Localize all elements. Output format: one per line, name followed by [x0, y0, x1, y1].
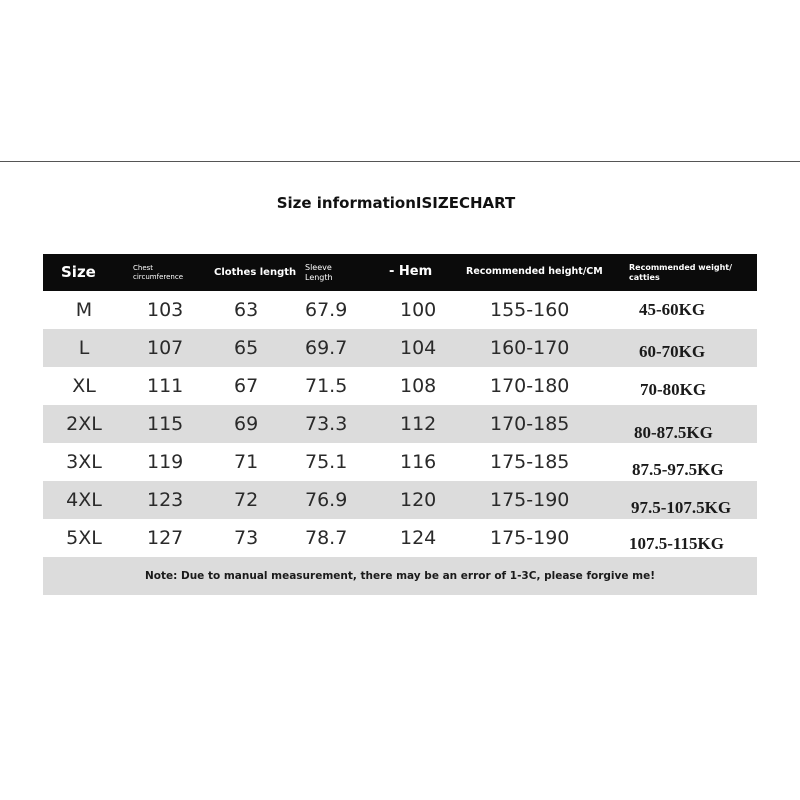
header-chest-line2: circumference	[133, 272, 184, 281]
measurement-note: Note: Due to manual measurement, there may be an error of 1-3C, please forgive me!	[43, 557, 757, 595]
cell-weight: 80-87.5KG	[634, 423, 713, 442]
header-sleeve	[305, 254, 333, 291]
cell-size: M	[75, 299, 93, 321]
cell-height: 175-190	[490, 527, 570, 549]
table-row	[43, 519, 757, 557]
cell-weight: 107.5-115KG	[629, 534, 724, 553]
cell-length: 69	[234, 413, 259, 435]
cell-sleeve: 78.7	[305, 527, 348, 549]
table-header	[43, 254, 757, 291]
cell-hem: 124	[400, 527, 437, 549]
header-weight-line1: Recommended weight/	[629, 263, 733, 273]
cell-weight: 60-70KG	[639, 342, 706, 361]
cell-chest: 111	[147, 375, 184, 397]
cell-size: 3XL	[66, 451, 102, 473]
cell-hem: 100	[400, 299, 437, 321]
size-chart-title: Size informationISIZECHART	[276, 194, 516, 212]
cell-hem: 116	[400, 451, 437, 473]
cell-weight: 97.5-107.5KG	[631, 498, 732, 517]
cell-size: XL	[72, 375, 96, 397]
cell-sleeve: 76.9	[305, 489, 348, 511]
cell-sleeve: 69.7	[305, 337, 348, 359]
cell-sleeve: 75.1	[305, 451, 348, 473]
header-chest	[133, 254, 183, 291]
table-row	[43, 405, 757, 443]
header-weight	[629, 254, 732, 291]
cell-hem: 108	[400, 375, 437, 397]
cell-height: 170-185	[490, 413, 570, 435]
cell-length: 73	[234, 527, 259, 549]
header-sleeve-line2: Length	[305, 272, 333, 282]
header-height: Recommended height/CM	[466, 266, 603, 278]
cell-sleeve: 71.5	[305, 375, 348, 397]
cell-chest: 123	[147, 489, 184, 511]
cell-chest: 107	[147, 337, 184, 359]
cell-length: 63	[234, 299, 259, 321]
cell-hem: 120	[400, 489, 437, 511]
size-table	[43, 254, 757, 595]
header-clothes-length: Clothes length	[214, 266, 297, 278]
cell-length: 67	[234, 375, 259, 397]
top-divider	[0, 161, 800, 162]
cell-weight: 87.5-97.5KG	[632, 460, 724, 479]
cell-sleeve: 67.9	[305, 299, 348, 321]
cell-sleeve: 73.3	[305, 413, 348, 435]
table-row	[43, 367, 757, 405]
header-weight-line2: catties	[629, 272, 660, 282]
cell-chest: 127	[147, 527, 184, 549]
cell-height: 160-170	[490, 337, 570, 359]
header-chest-line1: Chest	[133, 264, 154, 273]
cell-weight: 70-80KG	[640, 380, 707, 399]
table-row	[43, 443, 757, 481]
cell-height: 170-180	[490, 375, 570, 397]
header-hem: - Hem	[389, 264, 433, 280]
cell-weight: 45-60KG	[639, 300, 706, 319]
cell-size: L	[78, 337, 90, 359]
cell-hem: 104	[400, 337, 437, 359]
cell-height: 155-160	[490, 299, 570, 321]
cell-chest: 103	[147, 299, 184, 321]
cell-hem: 112	[400, 413, 437, 435]
table-row	[43, 291, 757, 329]
table-row	[43, 481, 757, 519]
header-size: Size	[61, 262, 96, 281]
header-sleeve-line1: Sleeve	[305, 263, 332, 273]
cell-height: 175-185	[490, 451, 570, 473]
cell-chest: 115	[147, 413, 184, 435]
cell-size: 4XL	[66, 489, 102, 511]
cell-length: 72	[234, 489, 259, 511]
cell-size: 5XL	[66, 527, 102, 549]
cell-length: 65	[234, 337, 259, 359]
cell-chest: 119	[147, 451, 184, 473]
cell-size: 2XL	[66, 413, 102, 435]
cell-height: 175-190	[490, 489, 570, 511]
cell-length: 71	[234, 451, 259, 473]
table-row	[43, 329, 757, 367]
